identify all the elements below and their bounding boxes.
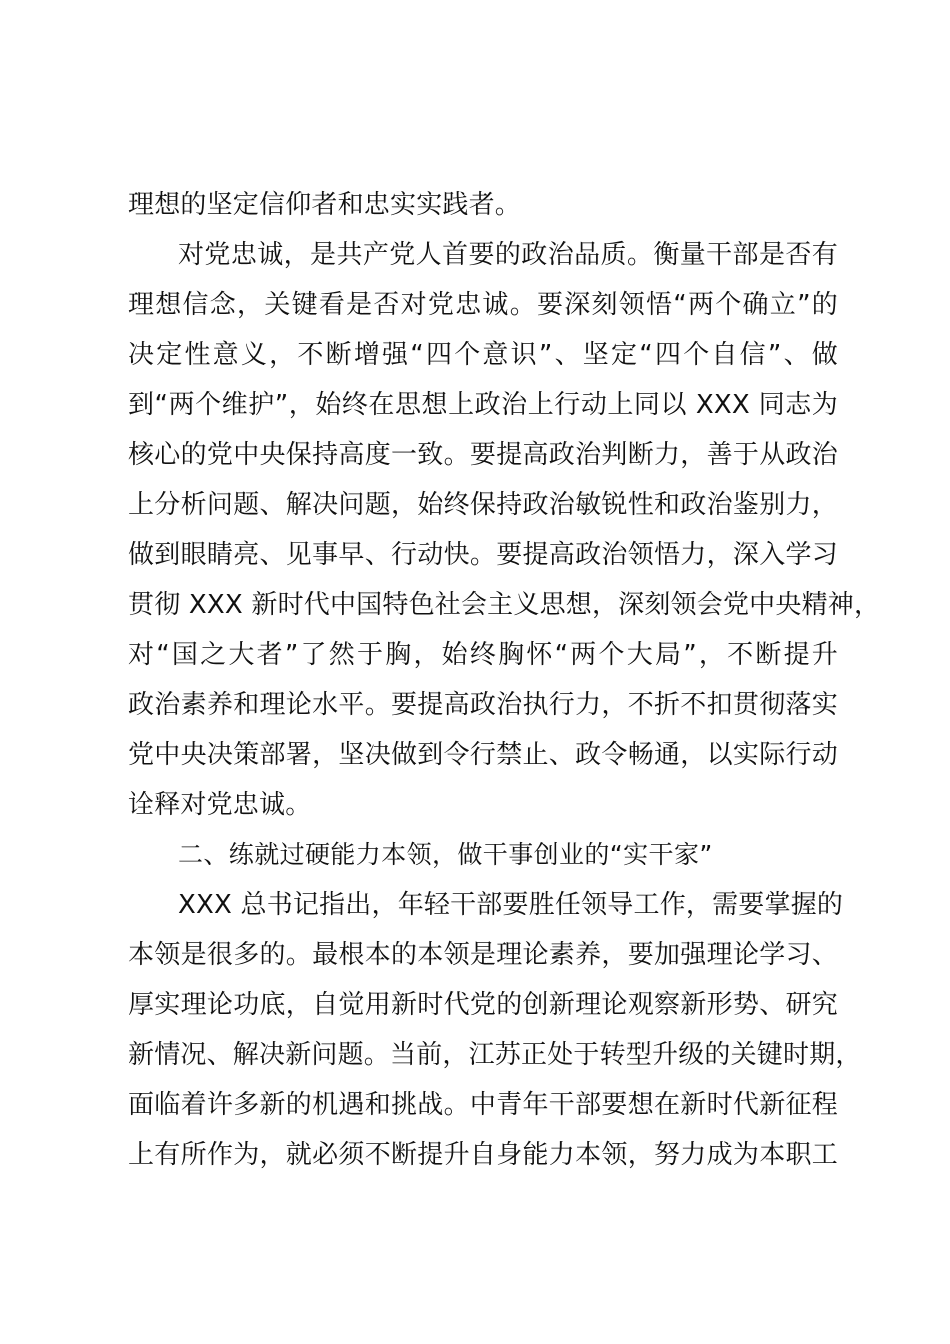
section-heading: 二、练就过硬能力本领，做干事创业的“实干家” <box>178 840 713 869</box>
text-line: 上有所作为，就必须不断提升自身能力本领，努力成为本职工 <box>128 1140 838 1170</box>
text-line: 面临着许多新的机遇和挑战。中青年干部要想在新时代新征程 <box>128 1090 838 1120</box>
text-line: 诠释对党忠诚。 <box>128 790 312 820</box>
text-line: 厚实理论功底，自觉用新时代党的创新理论观察新形势、研究 <box>128 990 838 1020</box>
text-line: 新情况、解决新问题。当前，江苏正处于转型升级的关键时期， <box>128 1040 862 1070</box>
text-line: 理想信念，关键看是否对党忠诚。要深刻领悟“两个确立”的 <box>128 290 838 320</box>
text-line: 核心的党中央保持高度一致。要提高政治判断力，善于从政治 <box>128 440 838 470</box>
text-line: 上分析问题、解决问题，始终保持政治敏锐性和政治鉴别力， <box>128 490 838 520</box>
text-line: 贯彻 XXX 新时代中国特色社会主义思想，深刻领会党中央精神， <box>128 590 881 620</box>
paragraph-first-line: XXX 总书记指出，年轻干部要胜任领导工作，需要掌握的 <box>178 890 844 920</box>
paragraph-first-line: 对党忠诚，是共产党人首要的政治品质。衡量干部是否有 <box>178 240 838 270</box>
text-line: 本领是很多的。最根本的本领是理论素养，要加强理论学习、 <box>128 940 838 970</box>
text-line: 对“国之大者”了然于胸，始终胸怀“两个大局”，不断提升 <box>128 640 838 670</box>
text-line: 党中央决策部署，坚决做到令行禁止、政令畅通，以实际行动 <box>128 740 838 770</box>
text-line: 政治素养和理论水平。要提高政治执行力，不折不扣贯彻落实 <box>128 690 838 720</box>
text-line: 到“两个维护”，始终在思想上政治上行动上同以 XXX 同志为 <box>128 390 838 420</box>
text-line: 理想的坚定信仰者和忠实实践者。 <box>128 190 522 220</box>
text-line: 做到眼睛亮、见事早、行动快。要提高政治领悟力，深入学习 <box>128 540 838 570</box>
text-line: 决定性意义，不断增强“四个意识”、坚定“四个自信”、做 <box>128 340 838 370</box>
